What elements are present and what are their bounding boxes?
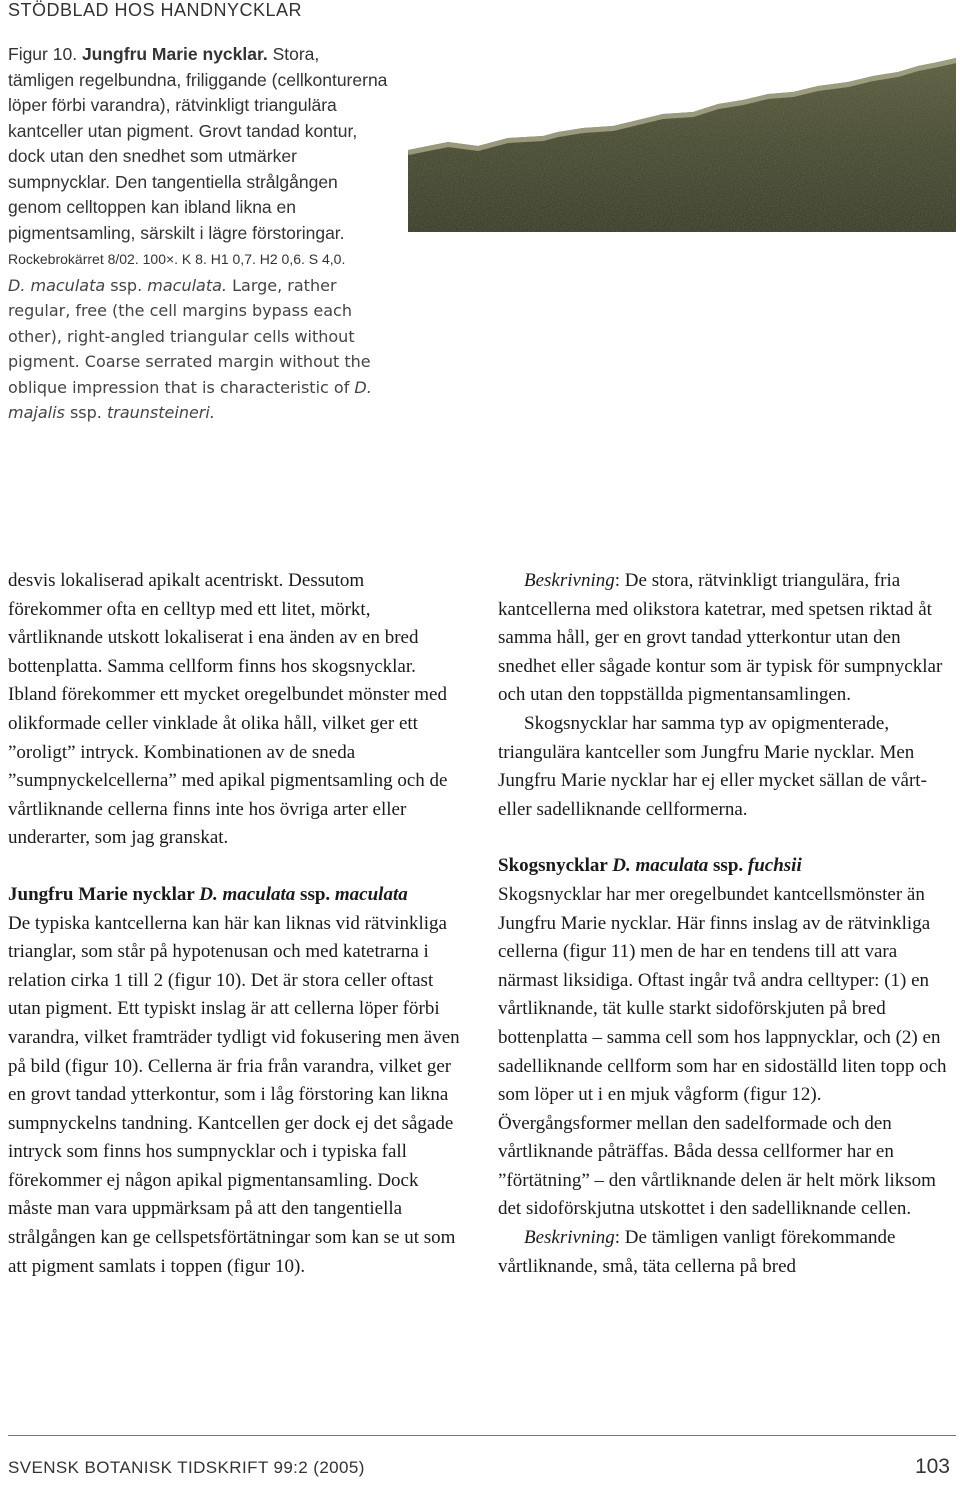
footer-divider — [8, 1435, 956, 1436]
left-column — [8, 567, 460, 1281]
right-column — [498, 567, 953, 1281]
caption-en-taxon: D. maculata — [8, 275, 106, 295]
section-heading-skogsnycklar — [498, 852, 953, 881]
left-paragraph-2: De typiska kantcellerna kan här kan liknas vid rätvinkliga trianglar, som står på hypotenusan och med katetrarna i relation cirka 1 till 2 (figur 10). Det är stora celler oftast utan pigment. Ett typiskt inslag är att cellerna löper förbi varandra, vilket framträder tydligt vid fokusering men även på bild (figur 10). Cellerna är fria från varandra, vilket ger en grovt tandad ytterkontur, som i låg förstoring kan likna sumpnyckelns tandning. Kantcellen ger dock ej det sågade intryck som finns hos sumpnycklar och i typiska fall förekommer ej någon apikal pigmentansamling. Dock måste man vara uppmärksam på att den tangentiella strålgången kan ge cellspetsförtätningar som kan se ut som att pigment samlats i toppen (figur 10). — [8, 912, 460, 1277]
left-paragraph-1: desvis lokaliserad apikalt acentriskt. Dessutom förekommer ofta en celltyp med ett litet, mörkt, vårtliknande utskott lokaliserat i ena änden av en bred bottenplatta. Samma cellform finns hos skogsnycklar. Ibland förekommer ett mycket oregelbundet mönster med olikformade celler vinklade åt olika håll, vilket ger ett ”oroligt” intryck. Kombinationen av de sneda ”sumpnyckelcellerna” med apikal pigmentsamling och de vårtliknande cellerna finns inte hos övriga arter eller underarter, som jag granskat. — [8, 570, 448, 849]
right-paragraph-4 — [498, 1224, 953, 1281]
right-paragraph-1-text: : De stora, rätvinkligt triangulära, fria kantcellerna med olikstora katetrar, med spetsen riktad åt samma håll, ger en grovt tandad ytterkontur utan den snedhet eller sågade kontur som är typisk för sumpnycklar och utan den toppställda pigmentansamlingen. — [498, 570, 943, 706]
section-heading-jungfru-marie — [8, 881, 460, 910]
page-number: 103 — [914, 1455, 950, 1478]
caption-en-ref-taxon2: traunsteineri. — [106, 403, 215, 422]
heading-ssp: ssp. — [300, 883, 331, 905]
heading-taxon: D. maculata — [199, 883, 296, 905]
figure-caption — [8, 42, 388, 426]
caption-en-taxon2: maculata. — [147, 275, 228, 295]
caption-en-text: Large, rather regular, free (the cell margins bypass each other), right-angled triangular cells without pigment. Coarse serrated margin without the oblique impression that is characteristic of — [8, 275, 371, 397]
caption-english — [8, 273, 388, 426]
heading-taxon: D. maculata — [612, 855, 709, 877]
figure-label: Figur 10. — [8, 44, 78, 64]
running-header: STÖDBLAD HOS HANDNYCKLAR — [8, 0, 303, 20]
right-paragraph-1 — [498, 567, 953, 710]
heading-ssp: ssp. — [713, 855, 744, 877]
caption-en-ref-taxon: D. majalis — [8, 377, 372, 422]
caption-swedish-text: Stora, tämligen regelbundna, friliggande (cellkonturerna löper förbi varandra), rätvinkligt triangulära kantceller utan pigment. Grovt tandad kontur, dock utan den snedhet som utmärker sumpnycklar. Den tangentiella strålgången genom celltoppen kan ibland likna en pigmentsamling, särskilt i lägre förstoringar. — [8, 44, 388, 243]
caption-en-ssp: ssp. — [110, 275, 143, 295]
beskrivning-label: Beskrivning — [524, 570, 615, 591]
micrograph-image — [408, 42, 956, 232]
heading-taxon2: maculata — [334, 883, 408, 905]
heading-common-name: Jungfru Marie nycklar — [8, 883, 195, 905]
caption-specimen-data: Rockebrokärret 8/02. 100×. K 8. H1 0,7. H2 0,6. S 4,0. — [8, 251, 346, 267]
right-paragraph-3: Skogsnycklar har mer oregelbundet kantcellsmönster än Jungfru Marie nycklar. Här finns inslag av de rätvinkliga cellerna (figur 11) men de har en tendens till att vara närmast liksidiga. Oftast ingår två andra celltyper: (1) en vårtliknande, tät kulle starkt sidoförskjuten på bred bottenplatta – samma cell som hos lappnycklar, och (2) en sadelliknande cellform som har en sidoställd liten topp och som löper ut i en mjuk vågform (figur 12). Övergångsformer mellan den sadelformade och den vårtliknande påträffas. Båda dessa cellformer har en ”förtätning” – den vårtliknande delen är helt mörk liksom det sidoförskjutna utskottet i den sadelliknande cellen. — [498, 883, 947, 1220]
heading-common-name: Skogsnycklar — [498, 855, 608, 877]
figure-title: Jungfru Marie nycklar. — [81, 44, 268, 64]
beskrivning-label: Beskrivning — [524, 1227, 615, 1249]
right-paragraph-4-text: : De tämligen vanligt förekommande vårtliknande, små, täta cellerna på bred — [498, 1227, 896, 1277]
caption-en-ref-ssp: ssp. — [69, 403, 102, 422]
caption-swedish — [8, 42, 388, 273]
heading-taxon2: fuchsii — [747, 855, 802, 877]
right-paragraph-2: Skogsnycklar har samma typ av opigmenterade, triangulära kantceller som Jungfru Marie nycklar. Men Jungfru Marie nycklar har ej eller mycket sällan de vårt- eller sadelliknande cellformerna. — [498, 712, 927, 820]
journal-citation: SVENSK BOTANISK TIDSKRIFT 99:2 (2005) — [8, 1458, 365, 1477]
